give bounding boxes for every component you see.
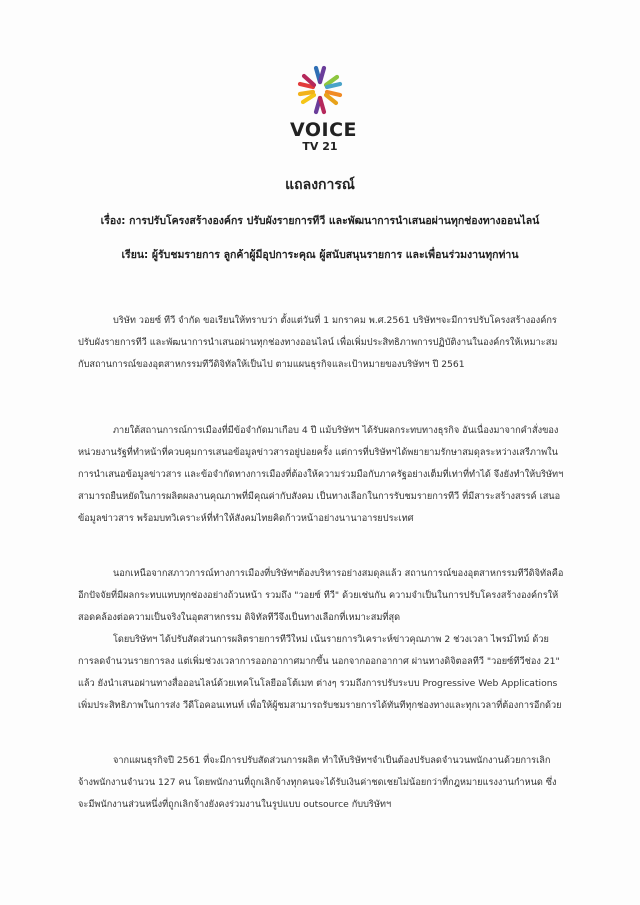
logo-wordmark: VOICE xyxy=(290,119,358,141)
paragraph-2 xyxy=(78,420,564,530)
paragraph-4-text: โดยบริษัทฯ ได้ปรับสัดส่วนการผลิตรายการทีวีใหม่ เน้นรายการวิเคราะห์ข่าวคุณภาพ 2 ช่วงเวลา ไพรม์ไทม์ ด้วยการลดจำนวนรายการลง แต่เพิ่มช่วงเวลาการออกอากาศมากขึ้น นอกจากออกอากาศ ผ่านทางดิจิตอลทีวี "วอยซ์ทีวีช่อง 21" แล้ว ยังนำเสนอผ่านทางสื่อออนไลน์ด้วยเทคโนโลยีออโต้เมท ต่างๆ รวมถึงการปรับระบบ Progressive Web Applications เพิ่มประสิทธิภาพในการส่ง วีดีโอคอนเทนท์ เพื่อให้ผู้ชมสามารถรับชมรายการได้ทันทีทุกช่องทางและทุกเวลาที่ต้องการอีกด้วย xyxy=(78,634,562,711)
starburst-logo-icon xyxy=(290,62,350,120)
paragraph-1 xyxy=(78,310,564,376)
paragraph-4 xyxy=(78,629,564,717)
document-addressee: เรียน: ผู้รับชมรายการ ลูกค้าผู้มีอุปการะคุณ ผู้สนับสนุนรายการ และเพื่อนร่วมงานทุกท่าน xyxy=(121,249,519,261)
paragraph-5 xyxy=(78,750,564,816)
logo-channel: TV 21 xyxy=(302,140,338,153)
paragraph-3 xyxy=(78,563,564,629)
paragraph-2-text: ภายใต้สถานการณ์การเมืองที่มีข้อจำกัดมาเกือบ 4 ปี แม้บริษัทฯ ได้รับผลกระทบทางธุรกิจ อันเนื่องมาจากคำสั่งของหน่วยงานรัฐที่ทำหน้าที่ควบคุมการเสนอข้อมูลข่าวสารอยู่บ่อยครั้ง แต่การที่บริษัทฯได้พยายามรักษาสมดุลระหว่างเสรีภาพในการนำเสนอข้อมูลข่าวสาร และข้อจำกัดทางการเมืองที่ต้องให้ความร่วมมือกับภาครัฐอย่างเต็มที่เท่าที่ทำได้ จึงยังทำให้บริษัทฯ สามารถยืนหยัดในการผลิตผลงานคุณภาพที่มีคุณค่ากับสังคม เป็นทางเลือกในการรับชมรายการทีวี ที่มีสาระสร้างสรรค์ เสนอข้อมูลข่าวสาร พร้อมบทวิเคราะห์ที่ทำให้สังคมไทยคิดก้าวหน้าอย่างนานาอารยประเทศ xyxy=(78,425,564,524)
paragraph-5-text: จากแผนธุรกิจปี 2561 ที่จะมีการปรับสัดส่วนการผลิต ทำให้บริษัทฯจำเป็นต้องปรับลดจำนวนพนักงานด้วยการเลิกจ้างพนักงานจำนวน 127 คน โดยพนักงานที่ถูกเลิกจ้างทุกคนจะได้รับเงินค่าชดเชยไม่น้อยกว่าที่กฎหมายแรงงานกำหนด ซึ่งจะมีพนักงานส่วนหนึ่งที่ถูกเลิกจ้างยังคงร่วมงานในรูปแบบ outsource กับบริษัทฯ xyxy=(78,755,557,810)
paragraph-3-text: นอกเหนือจากสภาวการณ์ทางการเมืองที่บริษัทฯต้องบริหารอย่างสมดุลแล้ว สถานการณ์ของอุตสาหกรรมทีวีดิจิทัลคืออีกปัจจัยที่มีผลกระทบแทบทุกช่องอย่างถ้วนหน้า รวมถึง "วอยซ์ ทีวี" ด้วยเช่นกัน ความจำเป็นในการปรับโครงสร้างองค์กรให้สอดคล้องต่อความเป็นจริงในอุตสาหกรรม ดิจิทัลทีวีจึงเป็นทางเลือกที่เหมาะสมที่สุด xyxy=(78,568,564,623)
voice-tv-logo xyxy=(290,62,358,162)
document-subject: เรื่อง: การปรับโครงสร้างองค์กร ปรับผังรายการทีวี และพัฒนาการนำเสนอผ่านทุกช่องทางออนไลน์ xyxy=(100,215,540,227)
document-title: แถลงการณ์ xyxy=(285,177,355,193)
paragraph-1-text: บริษัท วอยซ์ ทีวี จำกัด ขอเรียนให้ทราบว่า ตั้งแต่วันที่ 1 มกราคม พ.ศ.2561 บริษัทฯจะมีการปรับโครงสร้างองค์กรปรับผังรายการทีวี และพัฒนาการนำเสนอผ่านทุกช่องทางออนไลน์ เพื่อเพิ่มประสิทธิภาพการปฏิบัติงานในองค์กรให้เหมาะสมกับสถานการณ์ของอุตสาหกรรมทีวีดิจิทัลให้เป็นไป ตามแผนธุรกิจและเป้าหมายของบริษัทฯ ปี 2561 xyxy=(78,315,558,370)
